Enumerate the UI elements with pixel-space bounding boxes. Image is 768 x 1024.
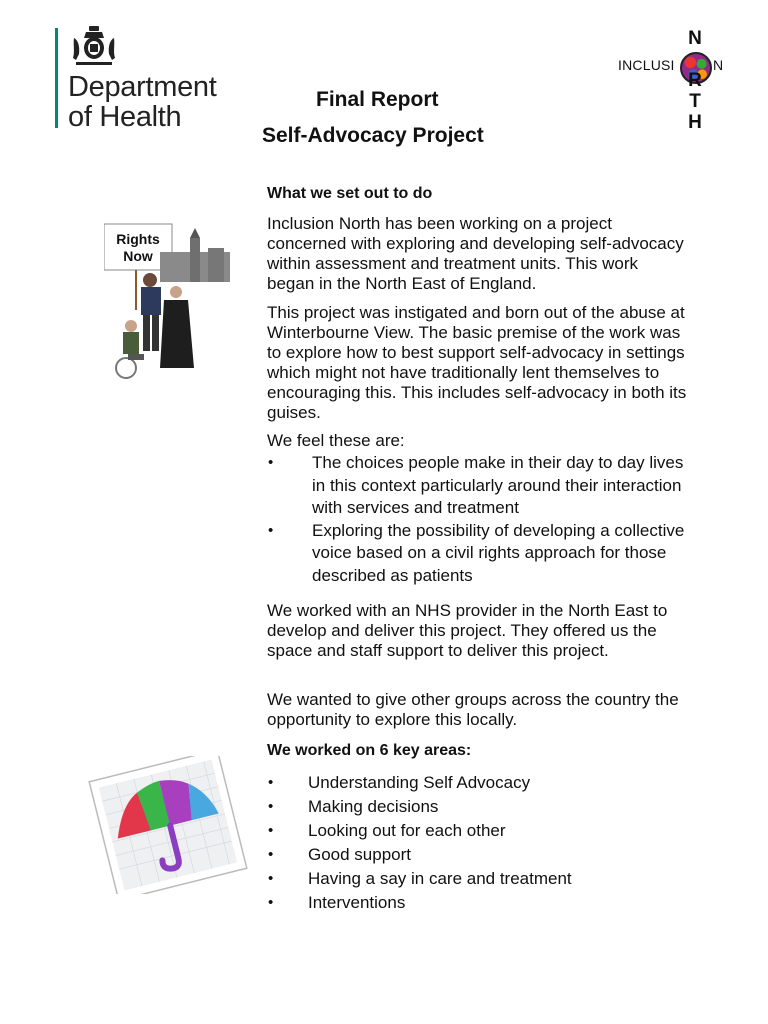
north-letter: H xyxy=(688,112,702,133)
north-letters xyxy=(684,28,706,133)
rights-now-protest-image xyxy=(104,222,234,398)
guises-list xyxy=(267,452,687,587)
doh-logo-bar xyxy=(55,28,58,128)
list-item: • The choices people make in their day to day lives in this context particularly around their interaction with services and treatment xyxy=(267,452,687,520)
list-item: • Making decisions xyxy=(267,795,687,819)
list-item: • Understanding Self Advocacy xyxy=(267,771,687,795)
rights-sign-line2: Now xyxy=(123,248,153,264)
doh-line2: of Health xyxy=(68,101,182,133)
inclusion-word: INCLUSI xyxy=(618,57,675,73)
royal-crest-icon xyxy=(68,24,120,68)
paragraph-premise: This project was instigated and born out of the abuse at Winterbourne View. The basic premise of the work was to explore how to best support self-advocacy in settings which might not have traditionally lent themselves to encouraging this. This includes self-advocacy in both its guises. xyxy=(267,303,687,422)
north-letter: T xyxy=(689,91,701,112)
paragraph-nhs-provider: We worked with an NHS provider in the North East to develop and deliver this project. They offered us the space and staff support to deliver this project. xyxy=(267,601,668,660)
key-areas-list xyxy=(267,771,687,915)
section-heading-set-out: What we set out to do xyxy=(267,185,433,202)
inclusion-n-right: N xyxy=(713,57,724,73)
rights-sign-line1: Rights xyxy=(116,231,160,247)
umbrella-drawing-image xyxy=(88,756,248,894)
report-title: Final Report xyxy=(316,88,439,111)
doh-logo-text xyxy=(68,72,217,132)
list-item: • Good support xyxy=(267,843,687,867)
north-letter: R xyxy=(688,70,702,91)
report-subtitle: Self-Advocacy Project xyxy=(262,124,484,147)
list-item: • Looking out for each other xyxy=(267,819,687,843)
paragraph-intro: Inclusion North has been working on a project concerned with exploring and developing self-advocacy within assessment and treatment units. This work began in the North East of England. xyxy=(267,214,684,293)
section-heading-key-areas: We worked on 6 key areas: xyxy=(267,742,472,759)
paragraph-other-groups: We wanted to give other groups across the country the opportunity to explore this locally. xyxy=(267,690,679,729)
list-item: • Exploring the possibility of developing a collective voice based on a civil rights approach for those described as patients xyxy=(267,520,687,588)
doh-line1: Department xyxy=(68,71,217,103)
north-letter: N xyxy=(688,28,702,49)
paragraph-guises-intro: We feel these are: xyxy=(267,431,405,450)
list-item: • Interventions xyxy=(267,891,687,915)
list-item: • Having a say in care and treatment xyxy=(267,867,687,891)
